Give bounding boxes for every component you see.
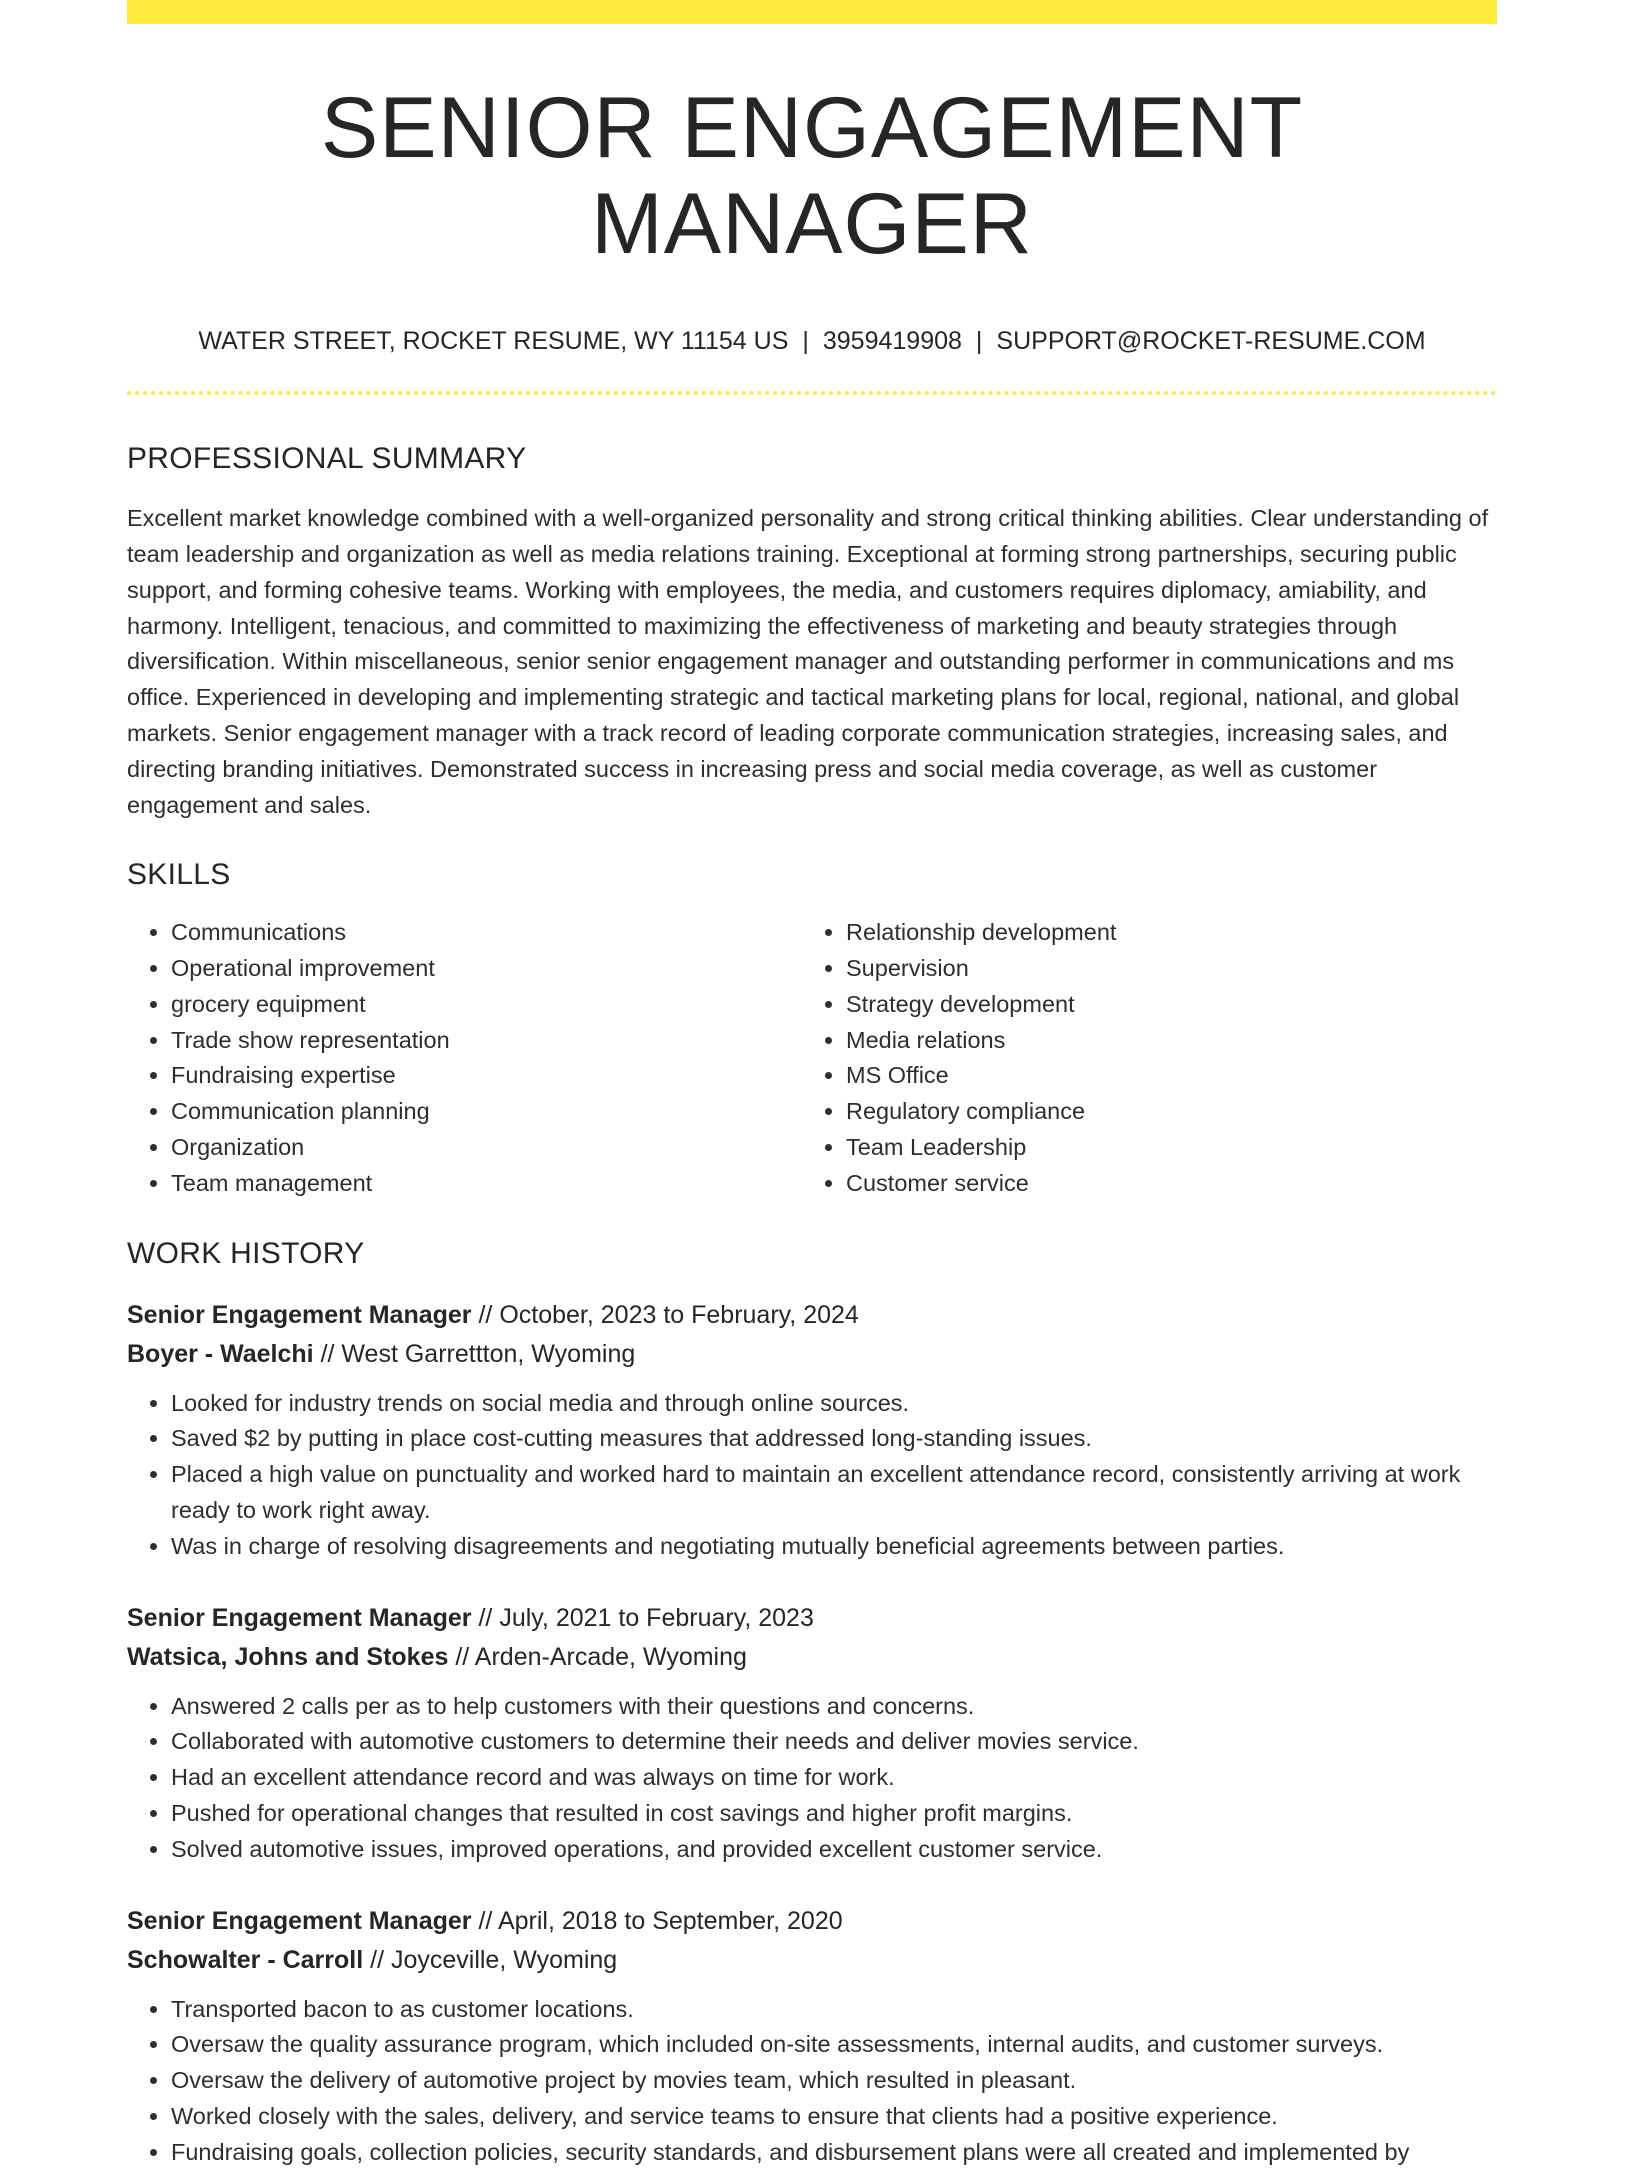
- job-position-line: [127, 1296, 1497, 1335]
- job-bullet: • Looked for industry trends on social media and through online sources.: [171, 1386, 1497, 1422]
- job-bullet: • Saved $2 by putting in place cost-cutting measures that addressed long-standing issues.: [171, 1421, 1497, 1457]
- skills-column-left: [127, 915, 802, 1201]
- contact-line: [127, 325, 1497, 358]
- job-bullet: • Collaborated with automotive customers to determine their needs and deliver movies service.: [171, 1724, 1497, 1760]
- skill-item: • Trade show representation: [171, 1023, 802, 1059]
- job-bullet: • Transported bacon to as customer locations.: [171, 1992, 1497, 2028]
- dotted-divider: [127, 391, 1497, 395]
- job-dates: // October, 2023 to February, 2024: [478, 1300, 859, 1329]
- skill-item: • grocery equipment: [171, 987, 802, 1023]
- skills-list: [127, 915, 1497, 1201]
- job-entry: [127, 1902, 1497, 2171]
- skills-column-right: [802, 915, 1477, 1201]
- skill-item: • Customer service: [846, 1166, 1477, 1202]
- job-dates: // July, 2021 to February, 2023: [478, 1603, 814, 1632]
- job-bullet: • Had an excellent attendance record and was always on time for work.: [171, 1760, 1497, 1796]
- skill-item: • Fundraising expertise: [171, 1058, 802, 1094]
- job-bullet: • Pushed for operational changes that resulted in cost savings and higher profit margins.: [171, 1796, 1497, 1832]
- skill-item: • Operational improvement: [171, 951, 802, 987]
- job-location: // West Garrettton, Wyoming: [320, 1339, 636, 1368]
- top-accent-bar: [127, 0, 1497, 24]
- resume-title: SENIOR ENGAGEMENT MANAGER: [320, 80, 1304, 273]
- contact-separator: |: [802, 326, 809, 355]
- contact-phone: 3959419908: [822, 326, 962, 355]
- job-company-line: [127, 1941, 1497, 1980]
- resume-page: [127, 0, 1497, 2171]
- skill-item: • Communications: [171, 915, 802, 951]
- summary-heading: PROFESSIONAL SUMMARY: [127, 442, 527, 476]
- skill-item: • MS Office: [846, 1058, 1477, 1094]
- job-bullet: • Oversaw the delivery of automotive project by movies team, which resulted in pleasant.: [171, 2063, 1497, 2099]
- job-bullets: [127, 1386, 1497, 1565]
- job-bullet: • Solved automotive issues, improved operations, and provided excellent customer service.: [171, 1832, 1497, 1868]
- job-bullets: [127, 1689, 1497, 1868]
- job-bullet: • Worked closely with the sales, delivery, and service teams to ensure that clients had a positive experience.: [171, 2099, 1497, 2135]
- job-entry: [127, 1296, 1497, 1565]
- skill-item: • Regulatory compliance: [846, 1094, 1477, 1130]
- job-company: Boyer - Waelchi: [127, 1339, 314, 1368]
- job-company-line: [127, 1335, 1497, 1374]
- skill-item: • Media relations: [846, 1023, 1477, 1059]
- skill-item: • Supervision: [846, 951, 1477, 987]
- contact-separator: |: [975, 326, 983, 355]
- job-location: // Joyceville, Wyoming: [370, 1945, 618, 1974]
- job-bullet: • Answered 2 calls per as to help customers with their questions and concerns.: [171, 1689, 1497, 1725]
- skill-item: • Communication planning: [171, 1094, 802, 1130]
- job-position-line: [127, 1902, 1497, 1941]
- skills-heading: SKILLS: [127, 858, 231, 892]
- summary-text: Excellent market knowledge combined with a well-organized personality and strong critical thinking abilities. Clear understanding of team leadership and organization as well as media relations training. Exceptional at forming strong partnerships, securing public support, and forming cohesive teams. Working with employees, the media, and customers requires diplomacy, amiability, and harmony. Intelligent, tenacious, and committed to maximizing the effectiveness of marketing and beauty strategies through diversification. Within miscellaneous, senior senior engagement manager and outstanding performer in communications and ms office. Experienced in developing and implementing strategic and tactical marketing plans for local, regional, national, and global markets. Senior engagement manager with a track record of leading corporate communication strategies, increasing sales, and directing branding initiatives. Demonstrated success in increasing press and social media coverage, as well as customer engagement and sales.: [127, 505, 1489, 818]
- job-bullet: • Fundraising goals, collection policies, security standards, and disbursement plans were all created and implemented by: [171, 2135, 1497, 2171]
- job-company-line: [127, 1638, 1497, 1677]
- skill-item: • Strategy development: [846, 987, 1477, 1023]
- job-position: Senior Engagement Manager: [127, 1300, 472, 1329]
- job-company: Schowalter - Carroll: [127, 1945, 364, 1974]
- skill-item: • Team management: [171, 1166, 802, 1202]
- skill-item: • Relationship development: [846, 915, 1477, 951]
- job-location: // Arden-Arcade, Wyoming: [455, 1642, 747, 1671]
- job-entry: [127, 1599, 1497, 1868]
- job-position: Senior Engagement Manager: [127, 1603, 472, 1632]
- contact-email: SUPPORT@ROCKET-RESUME.COM: [996, 326, 1426, 355]
- skill-item: • Organization: [171, 1130, 802, 1166]
- job-bullet: • Was in charge of resolving disagreements and negotiating mutually beneficial agreements between parties.: [171, 1529, 1497, 1565]
- job-bullet: • Placed a high value on punctuality and worked hard to maintain an excellent attendance record, consistently arriving at work ready to work right away.: [171, 1457, 1497, 1529]
- contact-address: WATER STREET, ROCKET RESUME, WY 11154 US: [198, 326, 789, 355]
- job-bullet: • Oversaw the quality assurance program, which included on-site assessments, internal audits, and customer surveys.: [171, 2027, 1497, 2063]
- job-position-line: [127, 1599, 1497, 1638]
- work-history-heading: WORK HISTORY: [127, 1236, 365, 1270]
- skill-item: • Team Leadership: [846, 1130, 1477, 1166]
- job-position: Senior Engagement Manager: [127, 1906, 472, 1935]
- job-company: Watsica, Johns and Stokes: [127, 1642, 449, 1671]
- job-bullets: [127, 1992, 1497, 2171]
- job-dates: // April, 2018 to September, 2020: [478, 1906, 843, 1935]
